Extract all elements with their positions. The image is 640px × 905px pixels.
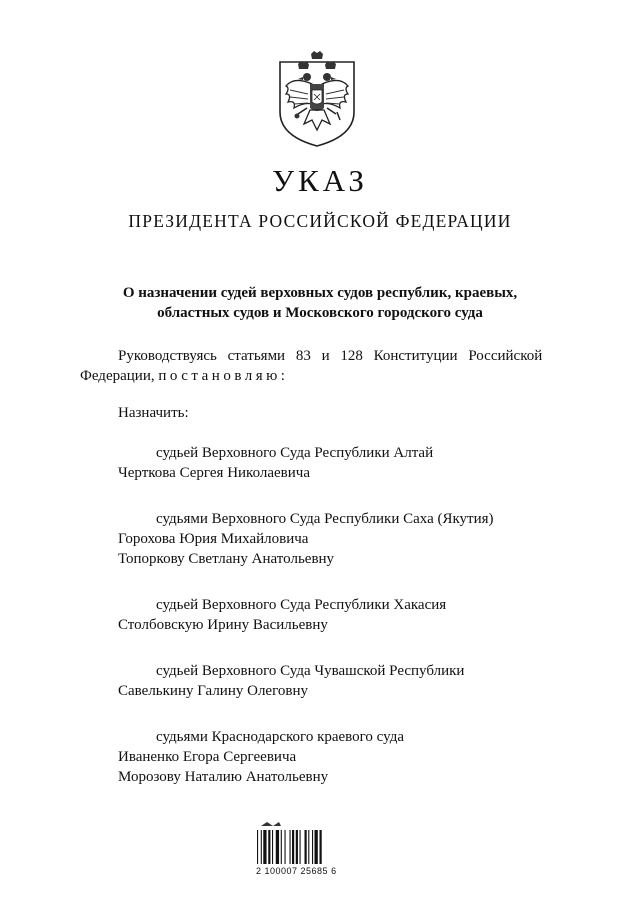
heading-line: областных судов и Московского городского суда <box>157 305 483 321</box>
appointment-block <box>118 727 538 787</box>
appointment-person: Иваненко Егора Сергеевича <box>118 749 297 765</box>
appointment-block <box>118 595 538 635</box>
appoint-label: Назначить: <box>118 405 189 421</box>
appointment-court: судьей Верховного Суда Чувашской Республики <box>156 663 465 679</box>
appointment-person: Савелькину Галину Олеговну <box>118 683 308 699</box>
appointment-block <box>118 661 538 701</box>
heading-line: О назначении судей верховных судов республик, краевых, <box>122 285 518 301</box>
appointment-person: Морозову Наталию Анатольевну <box>118 769 329 785</box>
document-subtitle: ПРЕЗИДЕНТА РОССИЙСКОЙ ФЕДЕРАЦИИ <box>128 211 512 231</box>
appointment-court: судьями Верховного Суда Республики Саха (Якутия) <box>156 511 494 527</box>
preamble-line <box>80 366 538 386</box>
appointment-block <box>118 509 538 569</box>
preamble-line: Руководствуясь статьями 83 и 128 Конституции Российской <box>118 348 543 364</box>
preamble-text: Федерации, <box>80 368 155 384</box>
document-title: УКАЗ <box>272 163 368 198</box>
decree-heading <box>0 283 640 323</box>
preamble-resolve: постановляю: <box>158 368 289 384</box>
barcode-number: 2 100007 25685 6 <box>256 866 337 876</box>
appointment-person: Черткова Сергея Николаевича <box>118 465 310 481</box>
appointment-block <box>118 443 538 483</box>
appointment-person: Топоркову Светлану Анатольевну <box>118 551 335 567</box>
preamble <box>80 346 543 386</box>
appointment-court: судьей Верховного Суда Республики Алтай <box>156 445 434 461</box>
coat-of-arms-emblem-icon <box>274 50 360 148</box>
appointment-person: Столбовскую Ирину Васильевну <box>118 617 328 633</box>
appointment-person: Горохова Юрия Михайловича <box>118 531 309 547</box>
appointment-court: судьями Краснодарского краевого суда <box>156 729 404 745</box>
appointment-court: судьей Верховного Суда Республики Хакасия <box>156 597 447 613</box>
